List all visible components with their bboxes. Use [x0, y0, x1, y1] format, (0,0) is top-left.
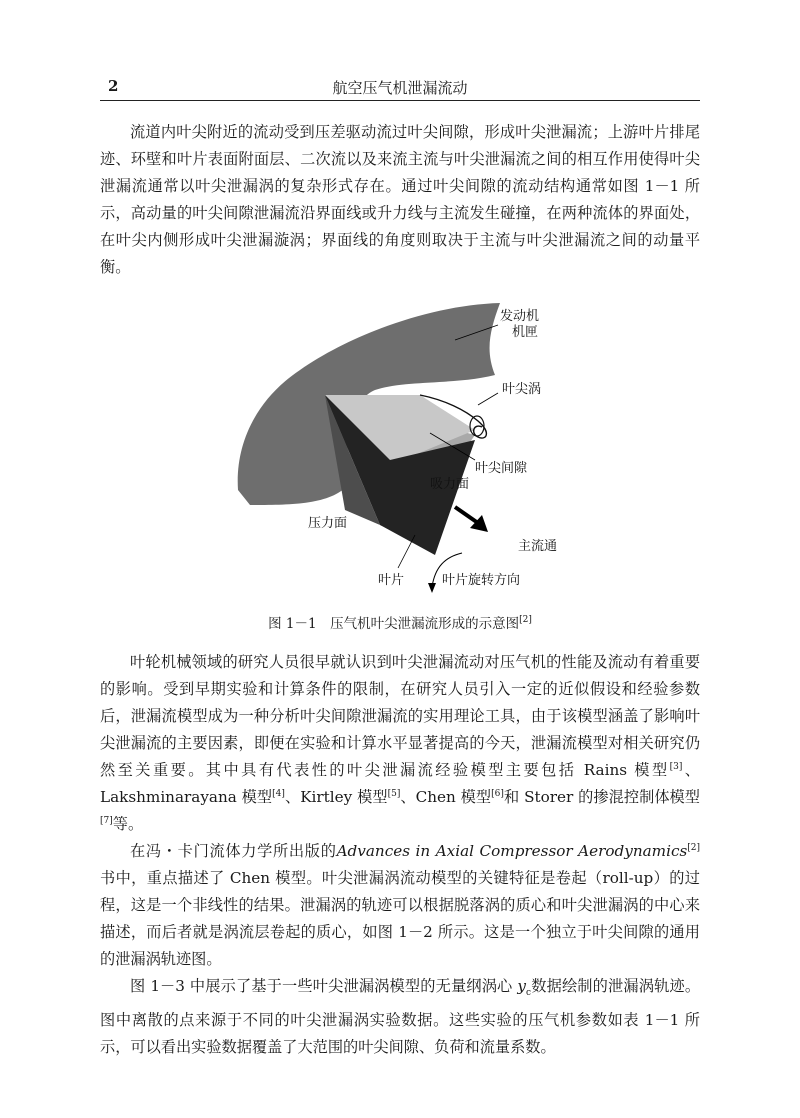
book-title: Advances in Axial Compressor Aerodynamics	[336, 842, 688, 860]
p4-t1: 图 1－3 中展示了基于一些叶尖泄漏涡模型的无量纲涡心	[130, 977, 518, 995]
leader-blade	[398, 535, 415, 568]
p2-t6: 等。	[112, 815, 144, 833]
ref-4: [4]	[272, 789, 285, 799]
p2-text: 叶轮机械领域的研究人员很早就认识到叶尖泄漏流动对压气机的性能及流动有着重要的影响。受到早期实验和计算条件的限制，在研究人员引入一定的近似假设和经验参数后，泄漏流模型成为一种分析叶尖间隙泄漏流的实用理论工具，由于该模型涵盖了影响叶尖泄漏流的主要因素，即便在实验和计算水平显著提高的今天，泄漏流模型对相关研究仍然至关重要。其中具有代表性的叶尖泄漏流经验模型主要包括 Rains 模型	[100, 653, 700, 779]
p2-t4: 、Chen 模型	[400, 788, 492, 806]
page-number: 2	[108, 77, 119, 95]
leader-vortex	[478, 393, 498, 405]
variable-sub: c	[526, 988, 532, 999]
paragraph-4	[100, 973, 700, 1061]
running-title: 航空压气机泄漏流动	[332, 79, 468, 97]
p3-t2: 书中，重点描述了 Chen 模型。叶尖泄漏涡流动模型的关键特征是卷起（roll-up）的过程，这是一个非线性的结果。泄漏涡的轨迹可以根据脱落涡的质心和叶尖泄漏涡的中心来描述，而后者就是涡流层卷起的质心，如图 1－2 所示。这是一个独立于叶尖间隙的通用的泄漏涡轨迹图。	[100, 869, 700, 968]
p2-t2: 、Lakshminarayana 模型	[100, 761, 700, 806]
label-engine-casing-1: 发动机	[500, 309, 540, 324]
caption-ref: [2]	[519, 615, 532, 625]
p2-t3: 、Kirtley 模型	[284, 788, 388, 806]
p2-t5: 和 Storer 的掺混控制体模型	[503, 788, 700, 806]
variable-y: y	[517, 977, 527, 995]
paragraph-1: 流道内叶尖附近的流动受到压差驱动流过叶尖间隙，形成叶尖泄漏流；上游叶片排尾迹、环壁和叶片表面附面层、二次流以及来流主流与叶尖泄漏流之间的相互作用使得叶尖泄漏流通常以叶尖泄漏涡的复杂形式存在。通过叶尖间隙的流动结构通常如图 1－1 所示，高动量的叶尖间隙泄漏流沿界面线或升力线与主流发生碰撞，在两种流体的界面处，在叶尖内侧形成叶尖泄漏漩涡；界面线的角度则取决于主流与叶尖泄漏流之间的动量平衡。	[100, 123, 700, 276]
label-engine-casing-2: 机匣	[512, 325, 539, 340]
ref-2: [2]	[687, 843, 700, 853]
ref-3: [3]	[669, 762, 683, 772]
label-tip-clearance: 叶尖间隙	[475, 461, 528, 476]
label-pressure-side: 压力面	[308, 516, 348, 531]
paragraph-3	[100, 838, 700, 973]
label-blade: 叶片	[378, 573, 405, 588]
body-text-bottom	[100, 649, 700, 1061]
label-suction-side: 吸力面	[430, 477, 470, 492]
figure-caption	[100, 612, 700, 632]
page-header	[100, 74, 700, 101]
tip-leakage-figure	[230, 295, 570, 595]
p3-t1: 在冯・卡门流体力学所出版的	[130, 842, 337, 860]
paragraph-2	[100, 649, 700, 838]
label-rotation-direction: 叶片旋转方向	[442, 573, 521, 588]
ref-5: [5]	[387, 789, 401, 799]
body-text-top	[100, 119, 700, 281]
main-flow-arrow	[455, 507, 478, 523]
caption-text: 图 1－1 压气机叶尖泄漏流形成的示意图	[268, 616, 520, 632]
label-tip-vortex: 叶尖涡	[502, 382, 542, 397]
label-main-flow: 主流通	[518, 539, 558, 554]
p4-t2: 数据绘制的泄漏涡轨迹。图中离散的点来源于不同的叶尖泄漏涡实验数据。这些实验的压气机参数如表 1－1 所示，可以看出实验数据覆盖了大范围的叶尖间隙、负荷和流量系数。	[100, 977, 701, 1057]
ref-6: [6]	[491, 789, 504, 799]
rotation-arrow-head	[428, 583, 436, 593]
ref-7: [7]	[100, 816, 113, 826]
